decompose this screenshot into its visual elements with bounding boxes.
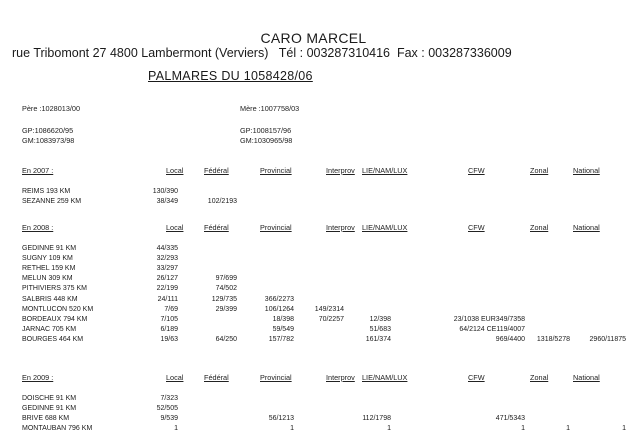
column-header: LIE/NAM/LUX [362,373,408,382]
race-name: JARNAC 705 KM [22,325,77,333]
result-local: 32/293 [156,255,178,263]
column-header: Interprov [326,373,355,382]
race-name: GEDINNE 91 KM [22,245,77,252]
column-header: National [573,166,600,175]
result-local: 26/127 [156,275,178,283]
result-local: 33/297 [156,265,178,273]
mere: Mère :1007758/03 [240,104,300,113]
result-lie: 161/374 [365,335,391,343]
race-name: SUGNY 109 KM [22,255,73,263]
result-local: 7/69 [164,305,178,313]
result-provincial: 366/2273 [264,295,294,303]
race-name: BORDEAUX 794 KM [22,315,88,323]
race-name: RETHEL 159 KM [22,265,76,273]
result-interprov: 149/2314 [314,305,344,313]
phone: Tél : 003287310416 [278,46,391,60]
column-header: Interprov [326,223,355,232]
result-federal: 129/735 [211,295,237,303]
result-cfw: 23/1038 EUR349/7358 [453,315,525,323]
race-name: MONTLUCON 520 KM [22,305,94,313]
race-name: MONTAUBAN 796 KM [22,425,93,433]
result-provincial: 59/549 [272,325,294,333]
result-lie: 12/398 [369,315,391,323]
column-header: LIE/NAM/LUX [362,223,408,232]
result-local: 22/199 [156,285,178,293]
column-header: Provincial [260,373,292,382]
gm-maternal: GM:1030965/98 [240,136,293,145]
result-local: 7/323 [160,395,178,402]
result-interprov: 70/2257 [318,315,344,323]
column-header: Interprov [326,166,355,175]
result-local: 1 [174,425,178,433]
race-name: PITHIVIERS 375 KM [22,285,87,293]
column-header: National [573,223,600,232]
result-provincial: 106/1264 [264,305,294,313]
result-lie: 1 [387,425,391,433]
result-provincial: 56/1213 [268,415,294,423]
pere: Père :1028013/00 [22,104,81,113]
gp-paternal: GP:1086620/95 [22,126,74,135]
column-header: Zonal [530,373,549,382]
column-header: LIE/NAM/LUX [362,166,408,175]
result-provincial: 18/398 [272,315,294,323]
column-header: Fédéral [204,373,229,382]
result-federal: 97/699 [215,275,237,283]
race-name: REIMS 193 KM [22,188,71,195]
column-header: Local [166,223,184,232]
column-header: Fédéral [204,166,229,175]
column-header: Zonal [530,223,549,232]
race-name: SALBRIS 448 KM [22,295,78,303]
result-provincial: 157/782 [268,335,294,343]
result-cfw: 471/5343 [495,415,525,423]
result-local: 44/335 [156,245,178,252]
section-label: En 2007 : [22,166,54,175]
section-label: En 2009 : [22,373,54,382]
result-zonal: 1 [566,425,570,433]
result-cfw: 64/2124 CE119/4007 [459,325,525,333]
race-name: SEZANNE 259 KM [22,198,82,206]
result-cfw: 969/4400 [495,335,525,343]
column-header: CFW [468,223,485,232]
column-header: National [573,373,600,382]
race-name: BOURGES 464 KM [22,335,84,343]
section-label: En 2008 : [22,223,54,232]
result-lie: 51/683 [369,325,391,333]
result-zonal: 1318/5278 [536,335,570,343]
result-local: 7/105 [160,315,178,323]
result-lie: 112/1798 [362,415,391,423]
race-name: BRIVE 688 KM [22,415,70,423]
result-local: 24/111 [157,295,178,303]
result-local: 38/349 [156,198,178,206]
gp-maternal: GP:1008157/96 [240,126,292,135]
column-header: Local [166,373,184,382]
result-federal: 29/399 [215,305,237,313]
column-header: Fédéral [204,223,229,232]
address: rue Tribomont 27 4800 Lambermont (Verviers) [12,46,269,60]
gm-paternal: GM:1083973/98 [22,136,75,145]
result-national: 2960/11875 [589,335,626,343]
result-local: 52/505 [156,405,178,413]
result-local: 9/539 [160,415,178,423]
column-header: Provincial [260,223,292,232]
column-header: Provincial [260,166,292,175]
result-federal: 64/250 [215,335,237,343]
race-name: MELUN 309 KM [22,275,73,283]
result-cfw: 1 [521,425,525,433]
result-local: 6/189 [160,325,178,333]
result-provincial: 1 [290,425,294,433]
palmares-title: PALMARES DU 1058428/06 [148,69,313,83]
result-national: 1 [622,425,626,433]
race-name: DOISCHE 91 KM [22,395,77,402]
result-local: 19/63 [160,335,178,343]
column-header: CFW [468,166,485,175]
fax: Fax : 003287336009 [396,46,512,60]
race-name: GEDINNE 91 KM [22,405,77,413]
result-federal: 74/502 [215,285,237,293]
breeder-name: CARO MARCEL [260,30,367,46]
result-local: 130/390 [152,188,178,195]
address-line [12,46,512,60]
result-federal: 102/2193 [207,198,237,206]
column-header: Zonal [530,166,549,175]
column-header: CFW [468,373,485,382]
column-header: Local [166,166,184,175]
